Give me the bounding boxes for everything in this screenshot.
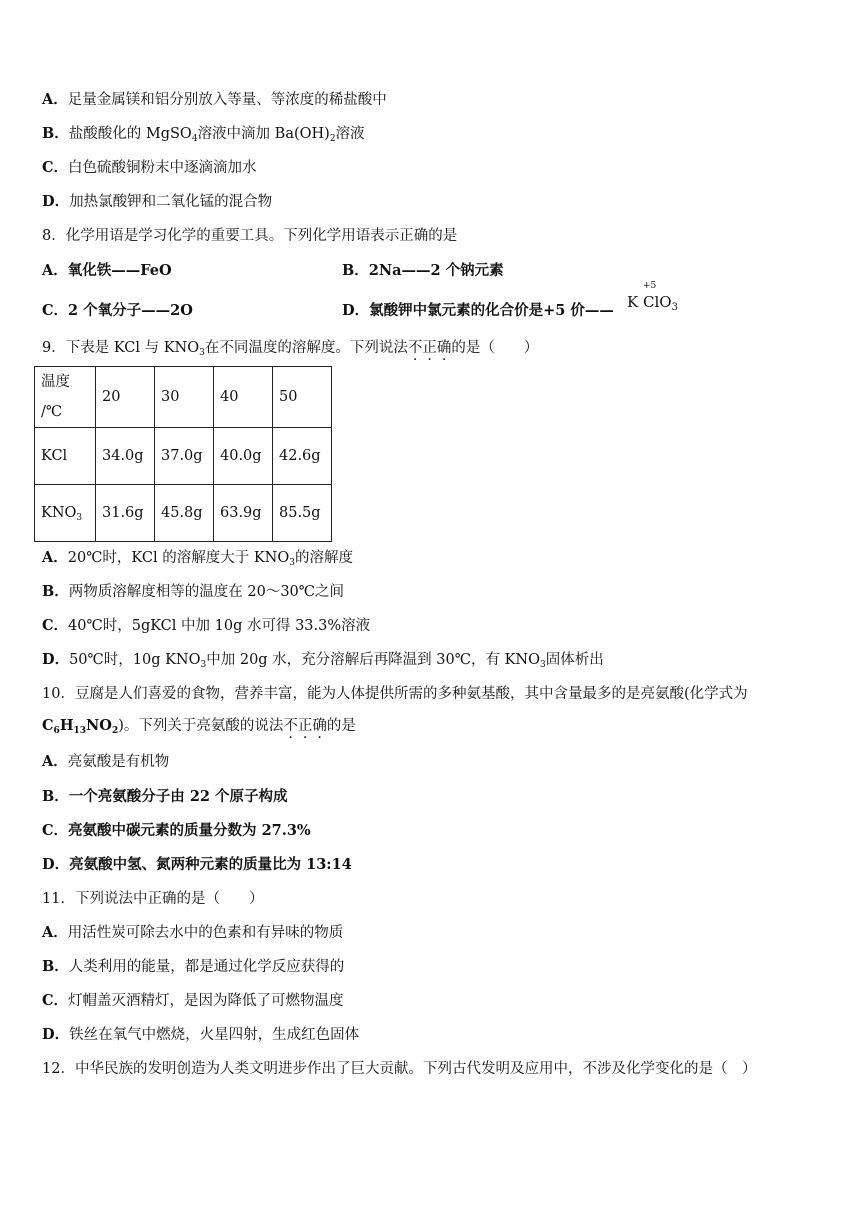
q7-option-d bbox=[42, 192, 272, 212]
subscript: 3 bbox=[671, 302, 678, 313]
stem-text: 在不同温度的溶解度。下列说法 bbox=[204, 340, 408, 356]
table-cell: 42.6g bbox=[273, 428, 332, 485]
cell-text: 温度 bbox=[41, 374, 70, 390]
table-cell: 40 bbox=[214, 367, 273, 428]
formula-part: H bbox=[59, 717, 74, 734]
formula-part: C bbox=[42, 717, 54, 734]
option-letter: D． bbox=[342, 302, 370, 319]
option-letter: A． bbox=[42, 91, 68, 108]
option-letter: A． bbox=[42, 753, 68, 770]
option-letter: C． bbox=[42, 617, 69, 634]
emphasis-char: 确 bbox=[436, 340, 452, 356]
q11-option-a bbox=[42, 923, 343, 943]
option-letter: D． bbox=[42, 856, 70, 873]
option-text: 2Na——2 个钠元素 bbox=[368, 262, 504, 279]
option-text: 20℃时，KCl 的溶解度大于 KNO bbox=[67, 550, 290, 566]
solubility-table bbox=[34, 366, 332, 542]
header-cell bbox=[35, 367, 96, 428]
oxidation-state: +5 bbox=[643, 281, 657, 291]
q7-option-b bbox=[42, 124, 365, 144]
subscript: 3 bbox=[200, 660, 207, 670]
option-letter: B． bbox=[42, 125, 69, 142]
option-text: 中加 20g 水，充分溶解后再降温到 30℃，有 KNO bbox=[206, 652, 540, 668]
table-cell: 31.6g bbox=[96, 485, 155, 542]
emphasis-char: 正 bbox=[422, 340, 437, 356]
q8-stem: 8．化学用语是学习化学的重要工具。下列化学用语表示正确的是 bbox=[42, 228, 458, 244]
option-text: 加热氯酸钾和二氧化锰的混合物 bbox=[69, 194, 273, 210]
q9-option-b bbox=[42, 582, 344, 602]
stem-text: )。下列关于亮氨酸的说法 bbox=[118, 718, 284, 734]
table-cell: 30 bbox=[155, 367, 214, 428]
option-letter: A． bbox=[42, 549, 68, 566]
formula-clo-text: ClO bbox=[643, 293, 672, 311]
option-text: 灯帽盖灭酒精灯，是因为降低了可燃物温度 bbox=[68, 993, 344, 1009]
option-text: 两物质溶解度相等的温度在 20～30℃之间 bbox=[68, 584, 344, 600]
stem-text: 的是 bbox=[326, 718, 356, 734]
q8-option-d bbox=[342, 301, 614, 321]
option-letter: B． bbox=[342, 262, 369, 279]
q11-option-d bbox=[42, 1025, 359, 1045]
option-letter: B． bbox=[42, 958, 69, 975]
option-text: 的溶解度 bbox=[294, 550, 353, 566]
option-text: 溶液中滴加 Ba(OH) bbox=[197, 126, 330, 142]
subscript: 4 bbox=[191, 134, 198, 144]
q9-option-d bbox=[42, 650, 604, 670]
q9-option-c bbox=[42, 616, 370, 636]
q12-stem: 12．中华民族的发明创造为人类文明进步作出了巨大贡献。下列古代发明及应用中，不涉及化学变化的是（ ） bbox=[42, 1061, 757, 1077]
option-letter: D． bbox=[42, 193, 70, 210]
option-letter: C． bbox=[42, 159, 69, 176]
option-letter: B． bbox=[42, 583, 69, 600]
option-text: 氯酸钾中氯元素的化合价是+5 价—— bbox=[369, 302, 614, 319]
q10-option-b bbox=[42, 787, 288, 807]
table-row bbox=[35, 367, 332, 428]
option-text: 固体析出 bbox=[545, 652, 604, 668]
emphasis-char: 正 bbox=[297, 718, 313, 734]
q7-option-a bbox=[42, 90, 387, 110]
table-cell: 20 bbox=[96, 367, 155, 428]
option-text: 用活性炭可除去水中的色素和有异味的物质 bbox=[67, 925, 344, 941]
q10-option-a bbox=[42, 752, 169, 772]
subscript: 2 bbox=[111, 726, 119, 736]
subscript: 3 bbox=[539, 660, 546, 670]
subscript: 3 bbox=[199, 348, 205, 358]
option-text: 盐酸酸化的 MgSO bbox=[68, 126, 192, 142]
option-text: 人类利用的能量，都是通过化学反应获得的 bbox=[68, 959, 345, 975]
q8-option-c bbox=[42, 301, 193, 321]
cell-text: /℃ bbox=[41, 404, 63, 420]
table-cell: 63.9g bbox=[214, 485, 273, 542]
option-letter: C． bbox=[42, 992, 69, 1009]
option-text: 氧化铁——FeO bbox=[67, 262, 172, 279]
subscript: 2 bbox=[329, 134, 336, 144]
table-cell: 40.0g bbox=[214, 428, 273, 485]
stem-text: 的是（ ） bbox=[451, 340, 539, 356]
table-cell: 37.0g bbox=[155, 428, 214, 485]
cell-text: KNO bbox=[41, 505, 77, 521]
formula-k: K bbox=[627, 293, 639, 311]
table-cell: 50 bbox=[273, 367, 332, 428]
option-letter: B． bbox=[42, 788, 69, 805]
kclo3-formula bbox=[627, 281, 678, 313]
formula-part: NO bbox=[86, 717, 112, 734]
table-row bbox=[35, 485, 332, 542]
q11-stem: 11．下列说法中正确的是（ ） bbox=[42, 891, 264, 907]
option-text: 白色硫酸铜粉末中逐滴滴加水 bbox=[68, 160, 257, 176]
option-text: 40℃时，5gKCl 中加 10g 水可得 33.3%溶液 bbox=[68, 618, 371, 634]
subscript: 6 bbox=[53, 726, 60, 736]
q10-stem-line1: 10．豆腐是人们喜爱的食物，营养丰富，能为人体提供所需的多种氨基酸，其中含量最多的是亮氨酸(化学式为 bbox=[42, 686, 748, 702]
option-text: 溶液 bbox=[335, 126, 365, 142]
option-letter: D． bbox=[42, 651, 70, 668]
subscript: 3 bbox=[289, 558, 295, 568]
q9-option-a bbox=[42, 548, 353, 568]
option-text: 亮氨酸是有机物 bbox=[67, 754, 170, 770]
option-text: 亮氨酸中碳元素的质量分数为 27.3% bbox=[68, 822, 311, 839]
emphasis-char: 不 bbox=[407, 340, 423, 356]
option-letter: A． bbox=[42, 924, 68, 941]
option-letter: C． bbox=[42, 302, 69, 319]
formula-clo bbox=[643, 281, 672, 311]
q10-option-c bbox=[42, 821, 311, 841]
emphasis-char: 不 bbox=[283, 718, 298, 734]
option-text: 2 个氧分子——2O bbox=[68, 302, 193, 319]
option-letter: C． bbox=[42, 822, 69, 839]
option-text: 一个亮氨酸分子由 22 个原子构成 bbox=[68, 788, 288, 805]
q10-stem-line2 bbox=[42, 716, 356, 736]
q11-option-c bbox=[42, 991, 344, 1011]
table-cell: 45.8g bbox=[155, 485, 214, 542]
table-cell: 34.0g bbox=[96, 428, 155, 485]
q7-option-c bbox=[42, 158, 257, 178]
q8-option-a bbox=[42, 261, 172, 281]
emphasis-char: 确 bbox=[312, 718, 327, 734]
option-letter: A． bbox=[42, 262, 68, 279]
stem-text: 9．下表是 KCl 与 KNO bbox=[42, 340, 200, 356]
q10-option-d bbox=[42, 855, 352, 875]
option-text: 50℃时，10g KNO bbox=[69, 652, 201, 668]
subscript: 13 bbox=[73, 726, 87, 736]
q11-option-b bbox=[42, 957, 344, 977]
table-row bbox=[35, 428, 332, 485]
q8-option-b bbox=[342, 261, 504, 281]
option-text: 足量金属镁和铝分别放入等量、等浓度的稀盐酸中 bbox=[67, 92, 387, 108]
option-text: 铁丝在氧气中燃烧，火星四射，生成红色固体 bbox=[69, 1027, 360, 1043]
row-label: KCl bbox=[35, 428, 96, 485]
table-cell: 85.5g bbox=[273, 485, 332, 542]
option-letter: D． bbox=[42, 1026, 70, 1043]
row-label bbox=[35, 485, 96, 542]
option-text: 亮氨酸中氢、氮两种元素的质量比为 13:14 bbox=[69, 856, 352, 873]
q9-stem bbox=[42, 338, 538, 358]
subscript: 3 bbox=[76, 513, 83, 523]
